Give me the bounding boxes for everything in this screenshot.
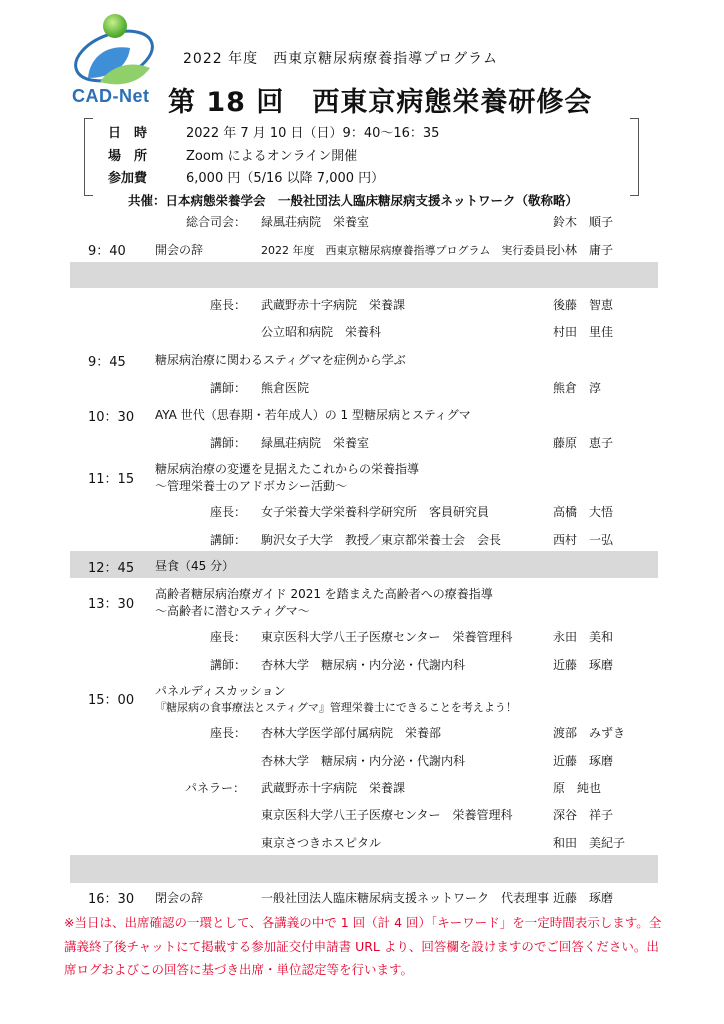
program-subtitle: 2022 年度 西東京糖尿病療養指導プログラム [183, 51, 498, 67]
venue-label: 場 所 [108, 149, 148, 164]
lecture2-title: AYA 世代（思春期・若年成人）の 1 型糖尿病とスティグマ [155, 408, 471, 422]
session2-time: 13：30 [88, 597, 135, 612]
lecture1-affiliation: 熊倉医院 [261, 381, 310, 395]
lunch-time: 12：45 [88, 561, 135, 576]
panel-title: パネルディスカッション [155, 684, 286, 698]
lecture2-name: 藤原 恵子 [553, 436, 614, 450]
logo-text: CAD-Net [72, 86, 150, 106]
session2-chair-name: 永田 美和 [553, 630, 614, 644]
lunch-title: 昼食（45 分） [155, 559, 235, 573]
panel-time: 15：00 [88, 693, 135, 708]
opening-time: 9：40 [88, 244, 126, 259]
lecture3-chair-role: 座長： [210, 505, 247, 519]
lecture1-time: 9：45 [88, 355, 126, 370]
lecture3-chair-name: 高橋 大悟 [553, 505, 614, 519]
page-title: 第 18 回 西東京病態栄養研修会 [168, 87, 593, 118]
session1-chair1-affiliation: 武蔵野赤十字病院 栄養課 [261, 298, 406, 312]
lecture2-time: 10：30 [88, 410, 135, 425]
lecture3-lecturer-role: 講師： [210, 533, 247, 547]
info-bracket-left [84, 118, 93, 196]
session2-chair-affiliation: 東京医科大学八王子医療センター 栄養管理科 [261, 630, 513, 644]
panelist3-name: 和田 美紀子 [553, 836, 626, 850]
lecture1-role: 講師： [210, 381, 247, 395]
session2-title: 高齢者糖尿病治療ガイド 2021 を踏まえた高齢者への療養指導 [155, 587, 493, 601]
lecture3-title: 糖尿病治療の変遷を見据えたこれからの栄養指導 [155, 462, 420, 476]
section-divider [70, 262, 658, 288]
date-value: 2022 年 7 月 10 日（日）9：40～16：35 [186, 126, 440, 141]
lecture3-chair-affiliation: 女子栄養大学栄養科学研究所 客員研究員 [261, 505, 490, 519]
session2-lecturer-role: 講師： [210, 658, 247, 672]
panel-subtitle: 『糖尿病の食事療法とスティグマ』管理栄養士にできることを考えよう！ [155, 701, 517, 714]
organizer: 共催：日本病態栄養学会 一般社団法人臨床糖尿病支援ネットワーク（敬称略） [128, 193, 579, 208]
lecture3-time: 11：15 [88, 472, 135, 487]
attendance-notes: ※当日は、出席確認の一環として、各講義の中で 1 回（計 4 回）「キーワード」を一定時間表示します。全講義終了後チャットにて掲載する参加証交付申請書 URL より、回答欄を設けますのでご回答ください。出席ログおよびこの回答に基づき出席・単位認定等を行います。 [64, 915, 662, 977]
lecture2-role: 講師： [210, 436, 247, 450]
general-chair-name: 鈴木 順子 [553, 215, 614, 229]
panel-chair1-affiliation: 杏林大学医学部付属病院 栄養部 [261, 726, 442, 740]
lecture1-name: 熊倉 淳 [553, 381, 602, 395]
closing-name: 近藤 琢磨 [553, 891, 614, 905]
panelists-role: パネラー： [185, 781, 246, 795]
panel-chair1-name: 渡部 みずき [553, 726, 626, 740]
lecture1-title: 糖尿病治療に関わるスティグマを症例から学ぶ [155, 353, 406, 367]
session2-chair-role: 座長： [210, 630, 247, 644]
lecture3-lecturer-name: 西村 一弘 [553, 533, 614, 547]
closing-title: 閉会の辞 [155, 891, 204, 905]
closing-time: 16：30 [88, 892, 135, 907]
panel-chair-role: 座長： [210, 726, 247, 740]
info-bracket-right [630, 118, 639, 196]
date-label: 日 時 [108, 126, 148, 141]
panelist2-affiliation: 東京医科大学八王子医療センター 栄養管理科 [261, 808, 513, 822]
panel-chair2-name: 近藤 琢磨 [553, 754, 614, 768]
session1-chair2-name: 村田 里佳 [553, 325, 614, 339]
general-chair-affiliation: 緑風荘病院 栄養室 [261, 215, 370, 229]
session2-subtitle: ～高齢者に潜むスティグマ～ [155, 604, 310, 618]
lecture3-subtitle: ～管理栄養士のアドボカシー活動～ [155, 479, 348, 493]
section-divider-2 [70, 855, 658, 883]
fee-label: 参加費 [108, 171, 148, 186]
session1-chair1-name: 後藤 智恵 [553, 298, 614, 312]
opening-name: 小林 庸子 [553, 243, 614, 257]
session1-chair2-affiliation: 公立昭和病院 栄養科 [261, 325, 382, 339]
session2-lecturer-name: 近藤 琢磨 [553, 658, 614, 672]
lecture3-lecturer-affiliation: 駒沢女子大学 教授／東京都栄養士会 会長 [261, 533, 502, 547]
fee-value: 6,000 円（5/16 以降 7,000 円） [186, 171, 385, 186]
session2-lecturer-affiliation: 杏林大学 糖尿病・内分泌・代謝内科 [261, 658, 466, 672]
general-chair-role: 総合司会： [186, 215, 247, 229]
session1-chair-role: 座長： [210, 298, 247, 312]
panelist1-name: 原 純也 [553, 781, 602, 795]
venue-value: Zoom によるオンライン開催 [186, 149, 358, 164]
panelist1-affiliation: 武蔵野赤十字病院 栄養課 [261, 781, 406, 795]
opening-title: 開会の辞 [155, 243, 204, 257]
panel-chair2-affiliation: 杏林大学 糖尿病・内分泌・代謝内科 [261, 754, 466, 768]
opening-affiliation: 2022 年度 西東京糖尿病療養指導プログラム 実行委員長 [261, 244, 557, 257]
panelist3-affiliation: 東京さつきホスピタル [261, 836, 382, 850]
panelist2-name: 深谷 祥子 [553, 808, 614, 822]
closing-affiliation: 一般社団法人臨床糖尿病支援ネットワーク 代表理事 [261, 891, 550, 905]
lecture2-affiliation: 緑風荘病院 栄養室 [261, 436, 370, 450]
